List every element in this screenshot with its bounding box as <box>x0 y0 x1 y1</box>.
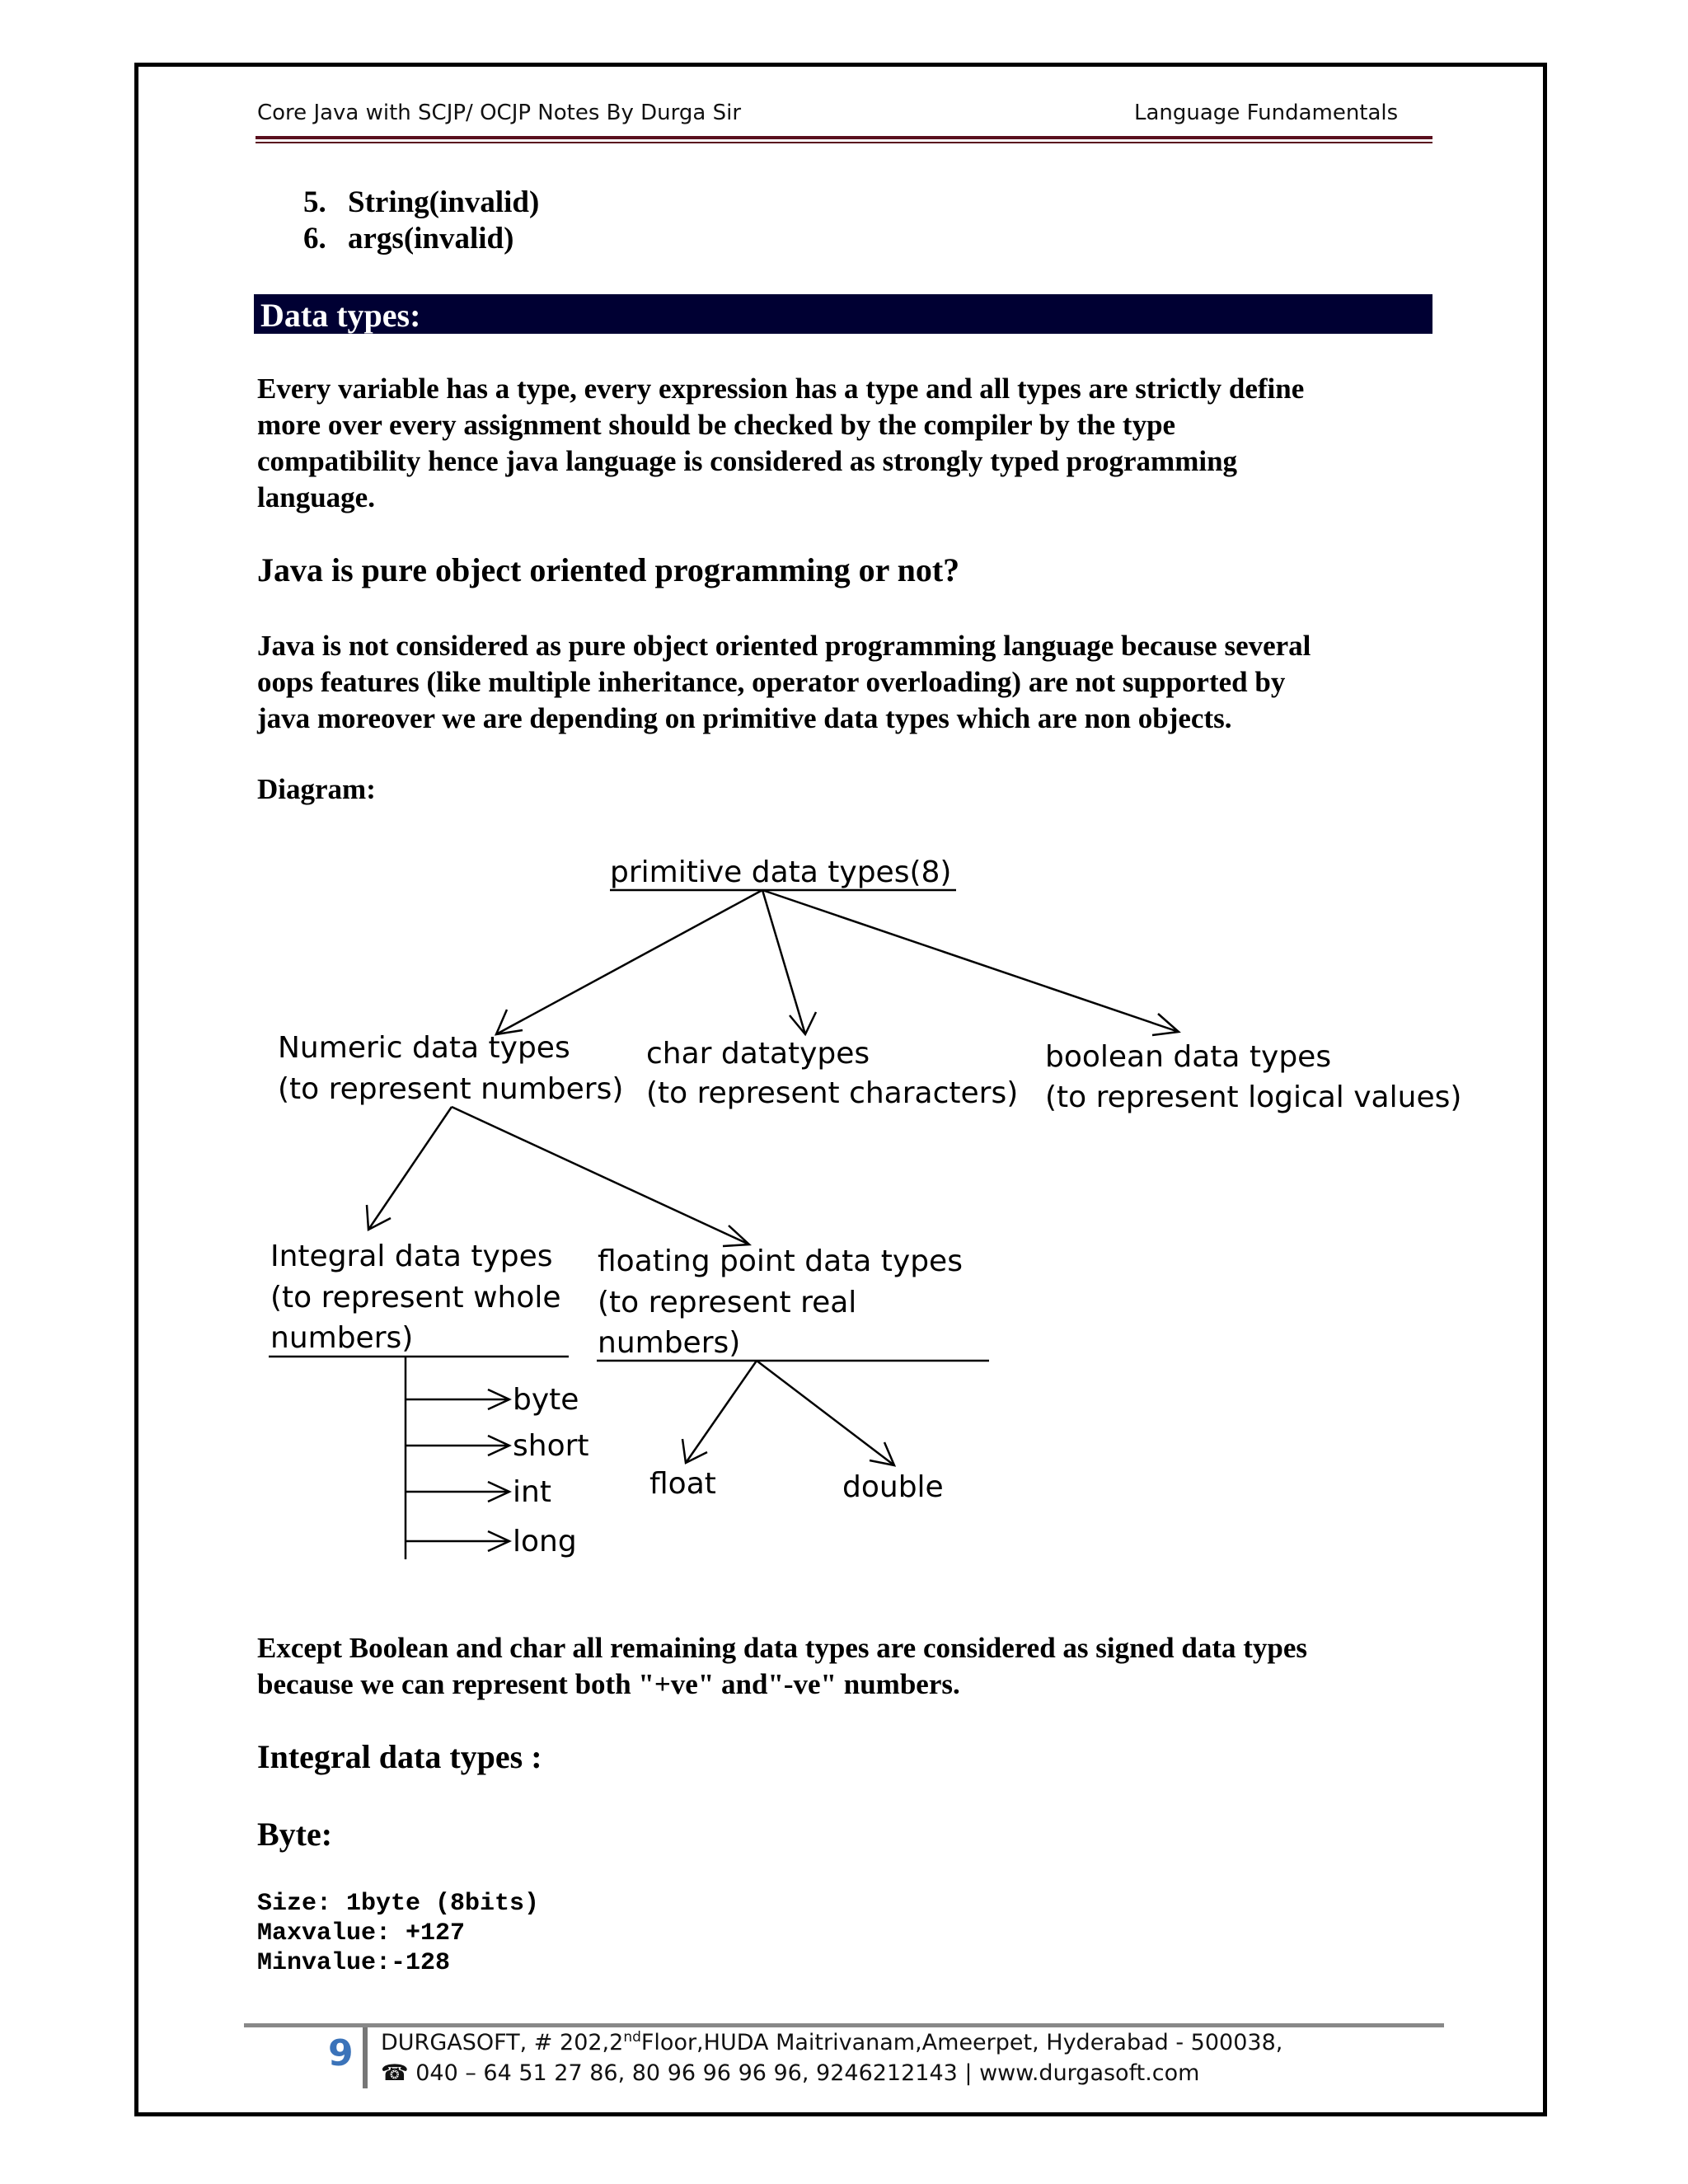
node-floating-line2: (to represent real <box>598 1286 857 1319</box>
heading-pure-oop: Java is pure object oriented programming or not? <box>257 551 960 588</box>
node-numeric-desc: (to represent numbers) <box>278 1072 624 1106</box>
node-integral-line3: numbers) <box>270 1321 414 1355</box>
header-right: Language Fundamentals <box>1134 101 1399 125</box>
footer-divider <box>363 2027 368 2088</box>
footer-contact: ☎ 040 – 64 51 27 86, 80 96 96 96 96, 9246212143 | www.durgasoft.com <box>381 2060 1200 2086</box>
leaf-long: long <box>513 1525 577 1558</box>
footer-rule <box>244 2023 1444 2027</box>
list-item: 5. String(invalid) <box>303 185 540 219</box>
node-integral-line2: (to represent whole <box>270 1281 561 1315</box>
header-left: Core Java with SCJP/ OCJP Notes By Durga Sir <box>257 101 742 125</box>
leaf-float: float <box>649 1467 716 1501</box>
node-boolean-desc: (to represent logical values) <box>1045 1080 1462 1114</box>
leaf-short: short <box>513 1429 589 1463</box>
node-char-desc: (to represent characters) <box>646 1076 1019 1110</box>
diagram-label: Diagram: <box>257 773 376 805</box>
paragraph-strong-typing: Every variable has a type, every expression has a type and all types are strictly define more over every assignment should be checked by the compiler by the type compatibility hence java language is considered as strongly typed programming language. <box>257 373 1305 513</box>
paragraph-pure-oop: Java is not considered as pure object oriented programming language because several oops features (like multiple inheritance, operator overloading) are not supported by java moreover we are depending on primitive data types which are non objects. <box>257 630 1311 734</box>
node-numeric-title: Numeric data types <box>278 1031 570 1065</box>
leaf-byte: byte <box>513 1383 579 1417</box>
diagram-root: primitive data types(8) <box>610 855 952 889</box>
footer-address: DURGASOFT, # 202,2ndFloor,HUDA Maitrivanam,Ameerpet, Hyderabad - 500038, <box>381 2029 1283 2055</box>
heading-byte: Byte: <box>257 1816 333 1853</box>
node-integral-line1: Integral data types <box>270 1240 553 1273</box>
node-floating-line3: numbers) <box>598 1326 741 1360</box>
node-floating-line1: floating point data types <box>598 1244 963 1278</box>
node-boolean-title: boolean data types <box>1045 1040 1332 1074</box>
paragraph-signed-types: Except Boolean and char all remaining data types are considered as signed data types because we can represent both "+ve" and"-ve" numbers. <box>257 1632 1308 1700</box>
section-title: Data types: <box>260 297 421 334</box>
byte-info: Size: 1byte (8bits) Maxvalue: +127 Minvalue:-128 <box>257 1890 540 1977</box>
leaf-int: int <box>513 1475 551 1509</box>
page-number: 9 <box>328 2032 354 2074</box>
leaf-double: double <box>842 1470 944 1504</box>
heading-integral-types: Integral data types : <box>257 1738 542 1775</box>
node-char-title: char datatypes <box>646 1037 870 1071</box>
list-item: 6. args(invalid) <box>303 222 514 255</box>
